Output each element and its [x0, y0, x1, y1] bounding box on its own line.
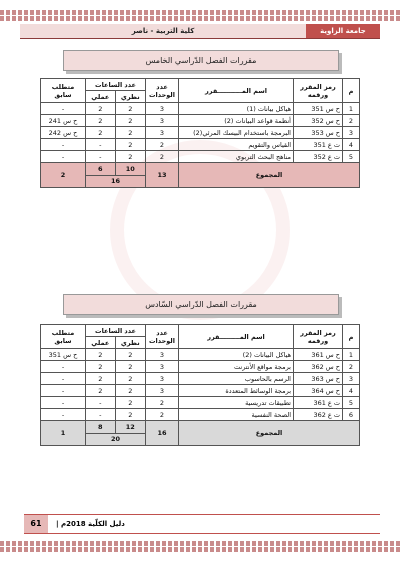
- table-row: [41, 361, 360, 373]
- col-theory: نظري: [115, 91, 145, 103]
- row-code: ح س 352: [294, 115, 343, 127]
- row-num: 2: [343, 115, 360, 127]
- row-units: 2: [146, 409, 179, 421]
- col-name: اسم المـــــــــقرر: [179, 325, 294, 349]
- table-row: [41, 409, 360, 421]
- row-theory: 2: [115, 409, 145, 421]
- row-theory: 2: [115, 373, 145, 385]
- row-num: 1: [343, 349, 360, 361]
- footer-text: دليل الكلّية 2018م |: [56, 520, 125, 528]
- bottom-border-pattern: [0, 541, 401, 546]
- row-theory: 2: [115, 385, 145, 397]
- row-code: ت ع 362: [294, 409, 343, 421]
- row-name: الرسم بالحاسوب: [179, 373, 294, 385]
- row-code: ح س 362: [294, 361, 343, 373]
- row-units: 3: [146, 103, 179, 115]
- row-num: 6: [343, 409, 360, 421]
- row-name: البرمجة باستخدام البيسك المرئي(2): [179, 127, 294, 139]
- row-code: ت ع 352: [294, 151, 343, 163]
- row-name: الصحة النفسية: [179, 409, 294, 421]
- total-practical: 6: [86, 163, 116, 176]
- section2-title: مقررات الفصل الدّراسي السّادس: [63, 294, 339, 315]
- row-theory: 2: [115, 397, 145, 409]
- row-name: برمجة الوسائط المتعددة: [179, 385, 294, 397]
- col-hours: عدد الساعات: [86, 325, 146, 337]
- row-num: 3: [343, 373, 360, 385]
- row-theory: 2: [115, 127, 145, 139]
- row-practical: 2: [86, 373, 116, 385]
- row-num: 1: [343, 103, 360, 115]
- row-prereq: -: [41, 361, 86, 373]
- table-row: [41, 115, 360, 127]
- section1-title: مقررات الفصل الدّراسي الخامس: [63, 50, 339, 71]
- college-name: كلية التربية - ناصر: [20, 24, 306, 38]
- row-num: 4: [343, 139, 360, 151]
- row-code: ح س 361: [294, 349, 343, 361]
- row-num: 4: [343, 385, 360, 397]
- top-border-pattern: [0, 10, 401, 15]
- table-row: [41, 385, 360, 397]
- row-prereq: ح س 351: [41, 349, 86, 361]
- row-practical: 2: [86, 385, 116, 397]
- row-num: 5: [343, 397, 360, 409]
- total-theory: 12: [115, 421, 145, 434]
- row-name: أنظمة قواعد البيانات (2): [179, 115, 294, 127]
- col-theory: نظري: [115, 337, 145, 349]
- row-name: تطبيقات تدريسية: [179, 397, 294, 409]
- row-num: 3: [343, 127, 360, 139]
- row-prereq: -: [41, 103, 86, 115]
- row-theory: 2: [115, 151, 145, 163]
- table-row: [41, 349, 360, 361]
- row-name: هياكل البيانات (2): [179, 349, 294, 361]
- total-units: 16: [146, 421, 179, 446]
- col-name: اسم المـــــــــــقرر: [179, 79, 294, 103]
- row-units: 2: [146, 139, 179, 151]
- row-num: 2: [343, 361, 360, 373]
- col-units: عدد الوحدات: [146, 79, 179, 103]
- row-prereq: -: [41, 151, 86, 163]
- total-label: المجموع: [179, 163, 360, 188]
- row-code: ح س 351: [294, 103, 343, 115]
- row-practical: 2: [86, 103, 116, 115]
- top-border-pattern-2: [0, 16, 401, 21]
- row-name: برمجة مواقع الأنترنت: [179, 361, 294, 373]
- page-footer: [24, 514, 380, 534]
- row-practical: -: [86, 151, 116, 163]
- row-prereq: ح س 242: [41, 127, 86, 139]
- total-prereq: 2: [41, 163, 86, 188]
- row-practical: 2: [86, 361, 116, 373]
- row-units: 3: [146, 385, 179, 397]
- col-num: م: [343, 79, 360, 103]
- page-header: [20, 24, 380, 39]
- university-name: جامعة الزاوية: [306, 24, 380, 38]
- row-theory: 2: [115, 103, 145, 115]
- page-number: 61: [24, 515, 48, 533]
- table-row: [41, 139, 360, 151]
- total-practical: 8: [86, 421, 116, 434]
- row-code: ح س 363: [294, 373, 343, 385]
- row-prereq: -: [41, 139, 86, 151]
- col-code: رمز المقرر ورقمه: [294, 325, 343, 349]
- row-units: 3: [146, 127, 179, 139]
- row-theory: 2: [115, 115, 145, 127]
- row-practical: 2: [86, 127, 116, 139]
- row-practical: -: [86, 409, 116, 421]
- row-theory: 2: [115, 139, 145, 151]
- row-prereq: -: [41, 385, 86, 397]
- row-prereq: ح س 241: [41, 115, 86, 127]
- row-code: ح س 353: [294, 127, 343, 139]
- total-hours: 20: [86, 433, 146, 446]
- total-units: 13: [146, 163, 179, 188]
- row-prereq: -: [41, 409, 86, 421]
- row-name: القياس والتقويم: [179, 139, 294, 151]
- table-row: [41, 127, 360, 139]
- row-practical: 2: [86, 349, 116, 361]
- row-units: 3: [146, 373, 179, 385]
- section2-table: [40, 324, 360, 446]
- row-code: ت ع 351: [294, 139, 343, 151]
- row-name: مناهج البحث التربوي: [179, 151, 294, 163]
- row-units: 3: [146, 115, 179, 127]
- row-name: هياكل بيانات (1): [179, 103, 294, 115]
- table-row: [41, 397, 360, 409]
- table-row: [41, 373, 360, 385]
- row-theory: 2: [115, 361, 145, 373]
- section1-table: [40, 78, 360, 188]
- total-theory: 10: [115, 163, 145, 176]
- row-units: 2: [146, 397, 179, 409]
- col-hours: عدد الساعات: [86, 79, 146, 91]
- total-hours: 16: [86, 175, 146, 188]
- row-num: 5: [343, 151, 360, 163]
- row-prereq: -: [41, 397, 86, 409]
- col-practical: عملي: [86, 337, 116, 349]
- col-units: عدد الوحدات: [146, 325, 179, 349]
- row-code: ت ع 361: [294, 397, 343, 409]
- row-units: 3: [146, 349, 179, 361]
- col-prereq: متطلب سابق: [41, 79, 86, 103]
- bottom-border-pattern-2: [0, 547, 401, 552]
- row-prereq: -: [41, 373, 86, 385]
- row-theory: 2: [115, 349, 145, 361]
- row-practical: -: [86, 397, 116, 409]
- table-row: [41, 151, 360, 163]
- col-num: م: [343, 325, 360, 349]
- total-prereq: 1: [41, 421, 86, 446]
- row-practical: -: [86, 139, 116, 151]
- col-code: رمز المقرر ورقمه: [294, 79, 343, 103]
- row-units: 3: [146, 361, 179, 373]
- row-practical: 2: [86, 115, 116, 127]
- row-code: ح س 364: [294, 385, 343, 397]
- table-row: [41, 103, 360, 115]
- col-prereq: متطلب سابق: [41, 325, 86, 349]
- total-label: المجموع: [179, 421, 360, 446]
- row-units: 2: [146, 151, 179, 163]
- col-practical: عملي: [86, 91, 116, 103]
